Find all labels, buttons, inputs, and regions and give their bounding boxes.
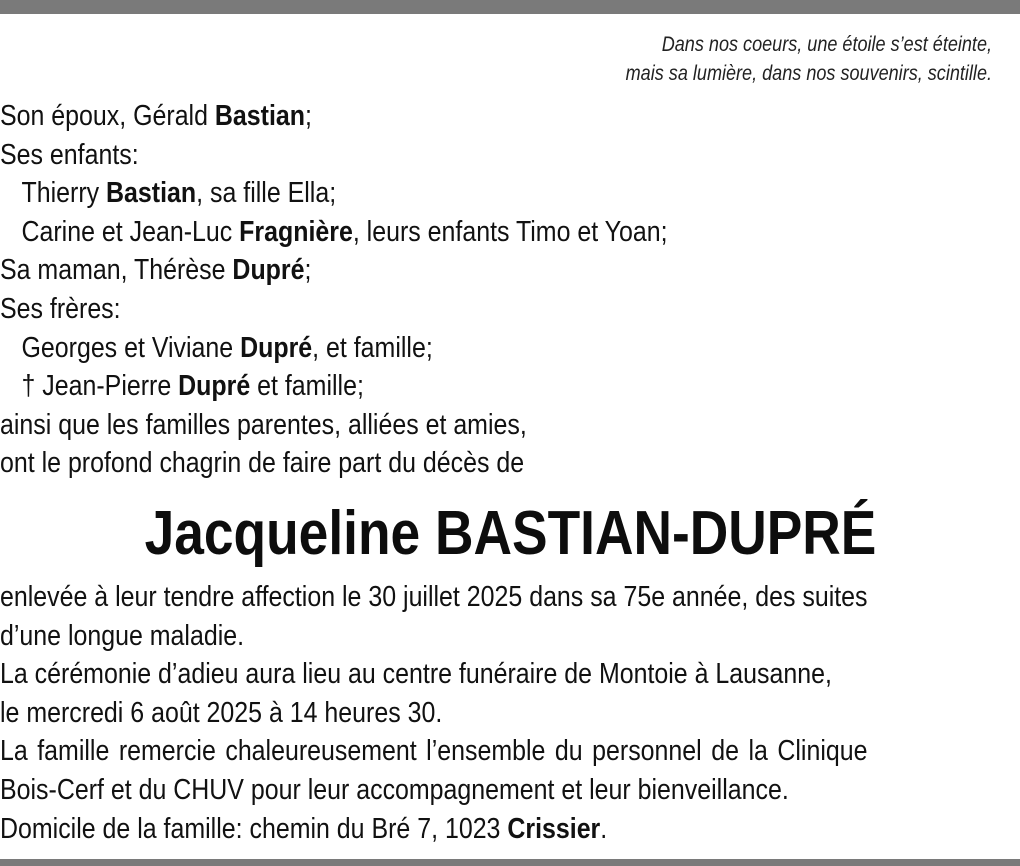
child-1-line	[0, 174, 877, 213]
ceremony-line-2: le mercredi 6 août 2025 à 14 heures 30.	[0, 696, 443, 729]
brother-1-line	[0, 329, 877, 368]
child-1-surname: Bastian	[106, 177, 197, 210]
details-line-2: d’une longue maladie.	[0, 619, 245, 652]
brother-1-prefix: Georges et Viviane	[21, 331, 241, 364]
family-list	[0, 97, 1020, 483]
brother-2-line	[0, 367, 877, 406]
domicile-prefix: Domicile de la famille: chemin du Bré 7, 1023	[0, 812, 508, 845]
child-2-surname: Fragnière	[239, 215, 353, 248]
domicile-suffix: .	[600, 812, 608, 845]
deceased-name: Jacqueline BASTIAN-DUPRÉ	[144, 499, 876, 568]
mother-prefix: Sa maman, Thérèse	[0, 254, 233, 287]
child-1-prefix: Thierry	[21, 177, 107, 210]
spouse-prefix: Son époux, Gérald	[0, 100, 215, 132]
spouse-line	[0, 97, 877, 136]
mother-surname: Dupré	[232, 254, 305, 287]
ceremony-line-1: La cérémonie d’adieu aura lieu au centre funéraire de Montoie à Lausanne,	[0, 658, 832, 691]
child-2-suffix: , leurs enfants Timo et Yoan;	[352, 215, 668, 248]
relatives-line: ainsi que les familles parentes, alliées et amies,	[0, 408, 527, 441]
deceased-name-heading	[0, 498, 1020, 570]
brother-2-suffix: et famille;	[250, 370, 364, 403]
child-2-prefix: Carine et Jean-Luc	[21, 215, 240, 248]
bottom-border-bar	[0, 859, 1020, 866]
mother-line	[0, 251, 877, 290]
details-block	[0, 578, 1020, 848]
mother-suffix: ;	[304, 254, 312, 287]
brothers-heading: Ses frères:	[0, 292, 121, 325]
thanks-line-2: Bois-Cerf et du CHUV pour leur accompagnement et leur bienveillance.	[0, 773, 789, 806]
spouse-surname: Bastian	[214, 100, 306, 132]
child-2-line	[0, 213, 877, 252]
brother-1-surname: Dupré	[240, 331, 313, 364]
domicile-line	[0, 810, 877, 849]
spouse-suffix: ;	[305, 100, 312, 132]
thanks-line-1: La famille remercie chaleureusement l’ensemble du personnel de la Clinique	[0, 735, 868, 768]
quote-line-1: Dans nos coeurs, une étoile s’est éteinte,	[661, 33, 992, 56]
brother-2-prefix: † Jean-Pierre	[21, 370, 179, 403]
top-border-bar	[0, 0, 1020, 14]
announcement-line: ont le profond chagrin de faire part du décès de	[0, 447, 525, 480]
domicile-city: Crissier	[507, 812, 601, 845]
brother-2-surname: Dupré	[178, 370, 251, 403]
details-line-1: enlevée à leur tendre affection le 30 juillet 2025 dans sa 75e année, des suites	[0, 581, 868, 613]
epigraph-quote	[626, 30, 992, 88]
child-1-suffix: , sa fille Ella;	[196, 177, 337, 210]
children-heading: Ses enfants:	[0, 138, 139, 171]
brother-1-suffix: , et famille;	[312, 331, 433, 364]
quote-line-2: mais sa lumière, dans nos souvenirs, scintille.	[625, 62, 992, 85]
